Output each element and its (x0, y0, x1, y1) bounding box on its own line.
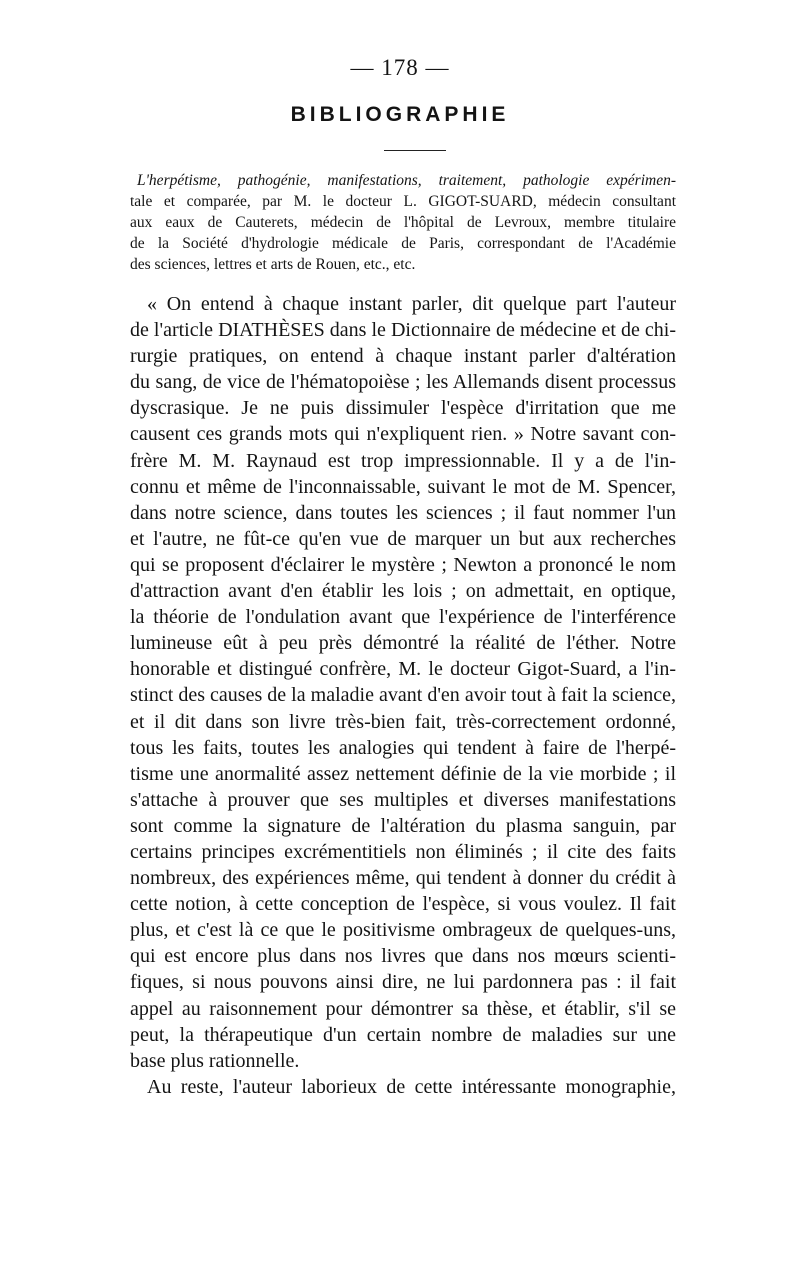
review-body (130, 291, 676, 1100)
title-divider (384, 150, 446, 151)
body-line: tisme une anormalité assez nettement définie de la vie morbide ; il (130, 762, 676, 785)
body-line: appel au raisonnement pour démontrer sa thèse, et établir, s'il se (130, 997, 676, 1020)
body-line: du sang, de vice de l'hématopoièse ; les Allemands disent processus (130, 371, 676, 394)
body-line: dyscrasique. Je ne puis dissimuler l'espèce d'irritation que me (130, 397, 676, 420)
body-line: « On entend à chaque instant parler, dit quelque part l'auteur (147, 293, 676, 315)
page-number: — 178 — (350, 55, 450, 80)
body-line: s'attache à prouver que ses multiples et diverses manifestations (130, 788, 676, 811)
body-line: peut, la thérapeutique d'un certain nombre de maladies sur une (130, 1023, 676, 1046)
body-line: frère M. M. Raynaud est trop impressionnable. Il y a de l'in- (130, 449, 676, 472)
book-reference-line: de la Société d'hydrologie médicale de Paris, correspondant de l'Académie (130, 235, 676, 252)
book-reference-line: aux eaux de Cauterets, médecin de l'hôpital de Levroux, membre titulaire (130, 214, 676, 231)
body-line: cette notion, à cette conception de l'espèce, si vous voulez. Il fait (130, 893, 676, 916)
body-line: d'attraction avant d'en établir les lois ; on admettait, en optique, (130, 580, 676, 603)
book-reference-line: des sciences, lettres et arts de Rouen, etc., etc. (130, 256, 416, 273)
body-line: plus, et c'est là ce que le positivisme ombrageux de quelques-uns, (130, 919, 676, 942)
body-line: Au reste, l'auteur laborieux de cette intéressante monographie, (147, 1075, 676, 1098)
body-line: honorable et distingué confrère, M. le docteur Gigot-Suard, a l'in- (130, 658, 676, 681)
body-line: sont comme la signature de l'altération du plasma sanguin, par (130, 814, 676, 837)
body-line: qui se proposent d'éclairer le mystère ; Newton a prononcé le nom (130, 553, 676, 576)
body-line: causent ces grands mots qui n'expliquent rien. » Notre savant con- (130, 423, 676, 446)
body-line: stinct des causes de la maladie avant d'en avoir tout à fait la science, (130, 684, 676, 707)
body-line: et l'autre, ne fût-ce qu'en vue de marquer un but aux recherches (130, 527, 676, 550)
book-reference (130, 170, 676, 275)
body-line: tous les faits, toutes les analogies qui tendent à faire de l'herpé- (130, 736, 676, 759)
body-line: dans notre science, dans toutes les sciences ; il faut nommer l'un (130, 501, 676, 524)
body-line: nombreux, des expériences même, qui tendent à donner du crédit à (130, 867, 676, 890)
book-reference-line: L'herpétisme, pathogénie, manifestations, traitement, pathologie expérimen- (137, 172, 676, 189)
body-line: rurgie pratiques, on entend à chaque instant parler d'altération (130, 345, 676, 368)
body-line: fiques, si nous pouvons ainsi dire, ne lui pardonnera pas : il fait (130, 971, 676, 994)
body-line: la théorie de l'ondulation avant que l'expérience de l'interférence (130, 606, 676, 629)
body-line: connu et même de l'inconnaissable, suivant le mot de M. Spencer, (130, 475, 676, 498)
body-line: qui est encore plus dans nos livres que dans nos mœurs scienti- (130, 945, 676, 968)
section-title: BIBLIOGRAPHIE (290, 103, 510, 126)
body-line: et il dit dans son livre très-bien fait, très-correctement ordonné, (130, 710, 676, 733)
body-line: base plus rationnelle. (130, 1049, 300, 1072)
book-reference-line: tale et comparée, par M. le docteur L. GIGOT-SUARD, médecin consultant (130, 193, 676, 210)
body-line: de l'article DIATHÈSES dans le Dictionnaire de médecine et de chi- (130, 319, 676, 342)
body-line: certains principes excrémentitiels non éliminés ; il cite des faits (130, 840, 676, 863)
body-line: lumineuse eût à peu près démontré la réalité de l'éther. Notre (130, 632, 676, 655)
